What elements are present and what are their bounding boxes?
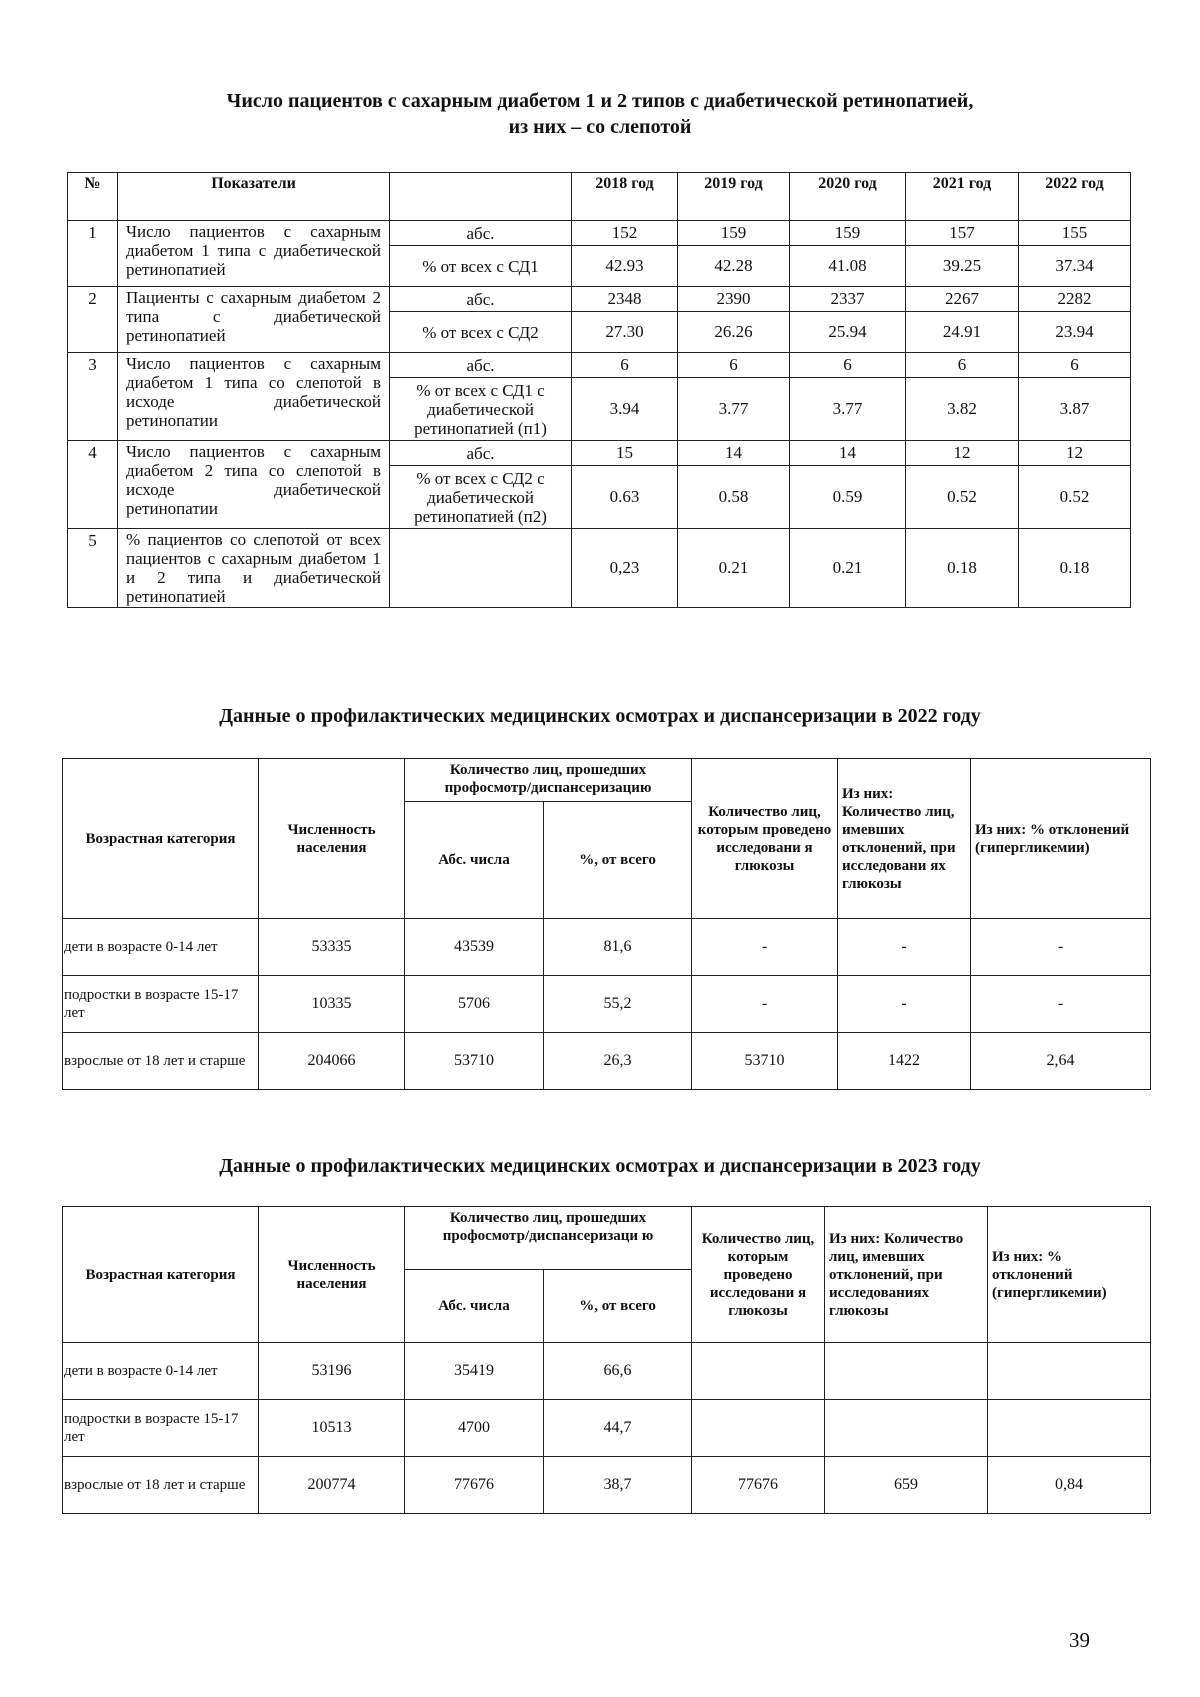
table-row bbox=[68, 287, 1131, 312]
cell-2018: 0.63 bbox=[572, 466, 678, 529]
table1-header-row bbox=[68, 173, 1131, 221]
cell-2018: 152 bbox=[572, 221, 678, 246]
header-unit bbox=[390, 173, 572, 221]
cell-glucose: - bbox=[692, 976, 838, 1033]
header-population: Численность населения bbox=[259, 759, 405, 919]
cell-2018: 3.94 bbox=[572, 378, 678, 441]
cell-deviations: - bbox=[838, 976, 971, 1033]
row-indicator: Число пациентов с сахарным диабетом 1 типа со слепотой в исходе диабетической ретинопатии bbox=[118, 353, 390, 441]
table-row bbox=[68, 529, 1131, 608]
cell-2020: 6 bbox=[790, 353, 906, 378]
cell-2021: 0.18 bbox=[906, 529, 1019, 608]
cell-population: 10513 bbox=[259, 1400, 405, 1457]
cell-2022: 2282 bbox=[1019, 287, 1131, 312]
row-indicator: Число пациентов с сахарным диабетом 2 типа со слепотой в исходе диабетической ретинопатии bbox=[118, 441, 390, 529]
cell-2020: 25.94 bbox=[790, 312, 906, 353]
row-category: дети в возрасте 0-14 лет bbox=[63, 919, 259, 976]
header-2022: 2022 год bbox=[1019, 173, 1131, 221]
cell-pct: 26,3 bbox=[544, 1033, 692, 1090]
header-2018: 2018 год bbox=[572, 173, 678, 221]
cell-deviations: - bbox=[838, 919, 971, 976]
cell-2022: 12 bbox=[1019, 441, 1131, 466]
table-row bbox=[63, 1033, 1151, 1090]
cell-2021: 39.25 bbox=[906, 246, 1019, 287]
row-category: подростки в возрасте 15-17 лет bbox=[63, 1400, 259, 1457]
cell-2022: 37.34 bbox=[1019, 246, 1131, 287]
row-unit: абс. bbox=[390, 221, 572, 246]
cell-2022: 0.52 bbox=[1019, 466, 1131, 529]
cell-2019: 0.58 bbox=[678, 466, 790, 529]
cell-pct-deviations: - bbox=[971, 976, 1151, 1033]
cell-glucose bbox=[692, 1343, 825, 1400]
cell-2020: 3.77 bbox=[790, 378, 906, 441]
cell-pct-deviations bbox=[988, 1343, 1151, 1400]
checkups-2023-table bbox=[62, 1206, 1151, 1514]
cell-2022: 155 bbox=[1019, 221, 1131, 246]
cell-pct: 66,6 bbox=[544, 1343, 692, 1400]
cell-2019: 3.77 bbox=[678, 378, 790, 441]
cell-population: 53335 bbox=[259, 919, 405, 976]
row-category: дети в возрасте 0-14 лет bbox=[63, 1343, 259, 1400]
row-indicator: Число пациентов с сахарным диабетом 1 типа с диабетической ретинопатией bbox=[118, 221, 390, 287]
row-indicator: Пациенты с сахарным диабетом 2 типа с диабетической ретинопатией bbox=[118, 287, 390, 353]
cell-2021: 6 bbox=[906, 353, 1019, 378]
row-category: подростки в возрасте 15-17 лет bbox=[63, 976, 259, 1033]
table2-title: Данные о профилактических медицинских осмотрах и диспансеризации в 2022 году bbox=[219, 705, 981, 727]
row-unit bbox=[390, 529, 572, 608]
header-population: Численность населения bbox=[259, 1207, 405, 1343]
cell-pct: 81,6 bbox=[544, 919, 692, 976]
cell-pct: 38,7 bbox=[544, 1457, 692, 1514]
row-unit: % от всех с СД1 bbox=[390, 246, 572, 287]
cell-2020: 2337 bbox=[790, 287, 906, 312]
cell-abs: 43539 bbox=[405, 919, 544, 976]
header-2019: 2019 год bbox=[678, 173, 790, 221]
table1-title-line1: Число пациентов с сахарным диабетом 1 и 2 типов с диабетической ретинопатией, bbox=[226, 90, 974, 112]
cell-2021: 24.91 bbox=[906, 312, 1019, 353]
row-unit: % от всех с СД2 с диабетической ретинопатией (п2) bbox=[390, 466, 572, 529]
cell-pct: 44,7 bbox=[544, 1400, 692, 1457]
cell-2018: 42.93 bbox=[572, 246, 678, 287]
row-no: 2 bbox=[68, 287, 118, 353]
header-2021: 2021 год bbox=[906, 173, 1019, 221]
cell-pct-deviations: 0,84 bbox=[988, 1457, 1151, 1514]
cell-2018: 2348 bbox=[572, 287, 678, 312]
cell-2020: 159 bbox=[790, 221, 906, 246]
header-pct: %, от всего bbox=[544, 802, 692, 919]
cell-abs: 35419 bbox=[405, 1343, 544, 1400]
row-unit: абс. bbox=[390, 287, 572, 312]
row-no: 4 bbox=[68, 441, 118, 529]
row-unit: абс. bbox=[390, 353, 572, 378]
cell-2022: 6 bbox=[1019, 353, 1131, 378]
table-row bbox=[63, 919, 1151, 976]
cell-2020: 41.08 bbox=[790, 246, 906, 287]
cell-2019: 42.28 bbox=[678, 246, 790, 287]
header-abs: Абс. числа bbox=[405, 802, 544, 919]
page-number: 39 bbox=[1069, 1628, 1090, 1652]
cell-pct-deviations: 2,64 bbox=[971, 1033, 1151, 1090]
cell-deviations bbox=[825, 1343, 988, 1400]
table3-header-row bbox=[63, 1207, 1151, 1270]
header-passed: Количество лиц, прошедших профосмотр/диспансеризацию bbox=[405, 759, 692, 802]
cell-2018: 0,23 bbox=[572, 529, 678, 608]
cell-2022: 3.87 bbox=[1019, 378, 1131, 441]
cell-2022: 23.94 bbox=[1019, 312, 1131, 353]
cell-2018: 15 bbox=[572, 441, 678, 466]
table-row bbox=[63, 1400, 1151, 1457]
cell-abs: 53710 bbox=[405, 1033, 544, 1090]
cell-2019: 26.26 bbox=[678, 312, 790, 353]
cell-2021: 12 bbox=[906, 441, 1019, 466]
cell-2019: 159 bbox=[678, 221, 790, 246]
cell-pct: 55,2 bbox=[544, 976, 692, 1033]
header-glucose: Количество лиц, которым проведено исследовани я глюкозы bbox=[692, 1207, 825, 1343]
row-no: 1 bbox=[68, 221, 118, 287]
row-unit: % от всех с СД2 bbox=[390, 312, 572, 353]
cell-2021: 2267 bbox=[906, 287, 1019, 312]
header-age: Возрастная категория bbox=[63, 1207, 259, 1343]
cell-2018: 6 bbox=[572, 353, 678, 378]
cell-glucose: 77676 bbox=[692, 1457, 825, 1514]
row-no: 3 bbox=[68, 353, 118, 441]
cell-2019: 0.21 bbox=[678, 529, 790, 608]
table1-title-line2: из них – со слепотой bbox=[508, 116, 692, 138]
table-row bbox=[63, 1343, 1151, 1400]
table-row bbox=[63, 1457, 1151, 1514]
header-2020: 2020 год bbox=[790, 173, 906, 221]
table-row bbox=[68, 441, 1131, 466]
cell-glucose: 53710 bbox=[692, 1033, 838, 1090]
header-glucose: Количество лиц, которым проведено исследовани я глюкозы bbox=[692, 759, 838, 919]
cell-2020: 0.21 bbox=[790, 529, 906, 608]
cell-population: 200774 bbox=[259, 1457, 405, 1514]
cell-pct-deviations bbox=[988, 1400, 1151, 1457]
table2-header-row bbox=[63, 759, 1151, 802]
cell-glucose: - bbox=[692, 919, 838, 976]
table-row bbox=[68, 353, 1131, 378]
cell-2018: 27.30 bbox=[572, 312, 678, 353]
cell-abs: 77676 bbox=[405, 1457, 544, 1514]
cell-pct-deviations: - bbox=[971, 919, 1151, 976]
cell-abs: 4700 bbox=[405, 1400, 544, 1457]
cell-population: 53196 bbox=[259, 1343, 405, 1400]
retinopathy-table bbox=[67, 172, 1131, 608]
row-category: взрослые от 18 лет и старше bbox=[63, 1033, 259, 1090]
header-indicator: Показатели bbox=[118, 173, 390, 221]
header-deviations: Из них: Количество лиц, имевших отклонений, при исследованиях глюкозы bbox=[825, 1207, 988, 1343]
header-abs: Абс. числа bbox=[405, 1270, 544, 1343]
cell-2019: 14 bbox=[678, 441, 790, 466]
header-pct-deviations: Из них: % отклонений (гипергликемии) bbox=[988, 1207, 1151, 1343]
header-deviations: Из них: Количество лиц, имевших отклонений, при исследовани ях глюкозы bbox=[838, 759, 971, 919]
header-no: № bbox=[68, 173, 118, 221]
cell-2022: 0.18 bbox=[1019, 529, 1131, 608]
row-unit: % от всех с СД1 с диабетической ретинопатией (п1) bbox=[390, 378, 572, 441]
cell-2019: 2390 bbox=[678, 287, 790, 312]
row-no: 5 bbox=[68, 529, 118, 608]
row-indicator: % пациентов со слепотой от всех пациентов с сахарным диабетом 1 и 2 типа и диабетической ретинопатией bbox=[118, 529, 390, 608]
header-passed: Количество лиц, прошедших профосмотр/диспансеризаци ю bbox=[405, 1207, 692, 1270]
cell-2019: 6 bbox=[678, 353, 790, 378]
cell-2021: 0.52 bbox=[906, 466, 1019, 529]
cell-population: 10335 bbox=[259, 976, 405, 1033]
cell-2021: 157 bbox=[906, 221, 1019, 246]
header-pct-deviations: Из них: % отклонений (гипергликемии) bbox=[971, 759, 1151, 919]
cell-2020: 0.59 bbox=[790, 466, 906, 529]
header-age: Возрастная категория bbox=[63, 759, 259, 919]
cell-2021: 3.82 bbox=[906, 378, 1019, 441]
table-row bbox=[63, 976, 1151, 1033]
cell-population: 204066 bbox=[259, 1033, 405, 1090]
table-row bbox=[68, 221, 1131, 246]
table3-title: Данные о профилактических медицинских осмотрах и диспансеризации в 2023 году bbox=[219, 1155, 981, 1177]
cell-glucose bbox=[692, 1400, 825, 1457]
row-category: взрослые от 18 лет и старше bbox=[63, 1457, 259, 1514]
cell-2020: 14 bbox=[790, 441, 906, 466]
cell-deviations: 659 bbox=[825, 1457, 988, 1514]
cell-deviations bbox=[825, 1400, 988, 1457]
checkups-2022-table bbox=[62, 758, 1151, 1090]
header-pct: %, от всего bbox=[544, 1270, 692, 1343]
cell-abs: 5706 bbox=[405, 976, 544, 1033]
row-unit: абс. bbox=[390, 441, 572, 466]
cell-deviations: 1422 bbox=[838, 1033, 971, 1090]
